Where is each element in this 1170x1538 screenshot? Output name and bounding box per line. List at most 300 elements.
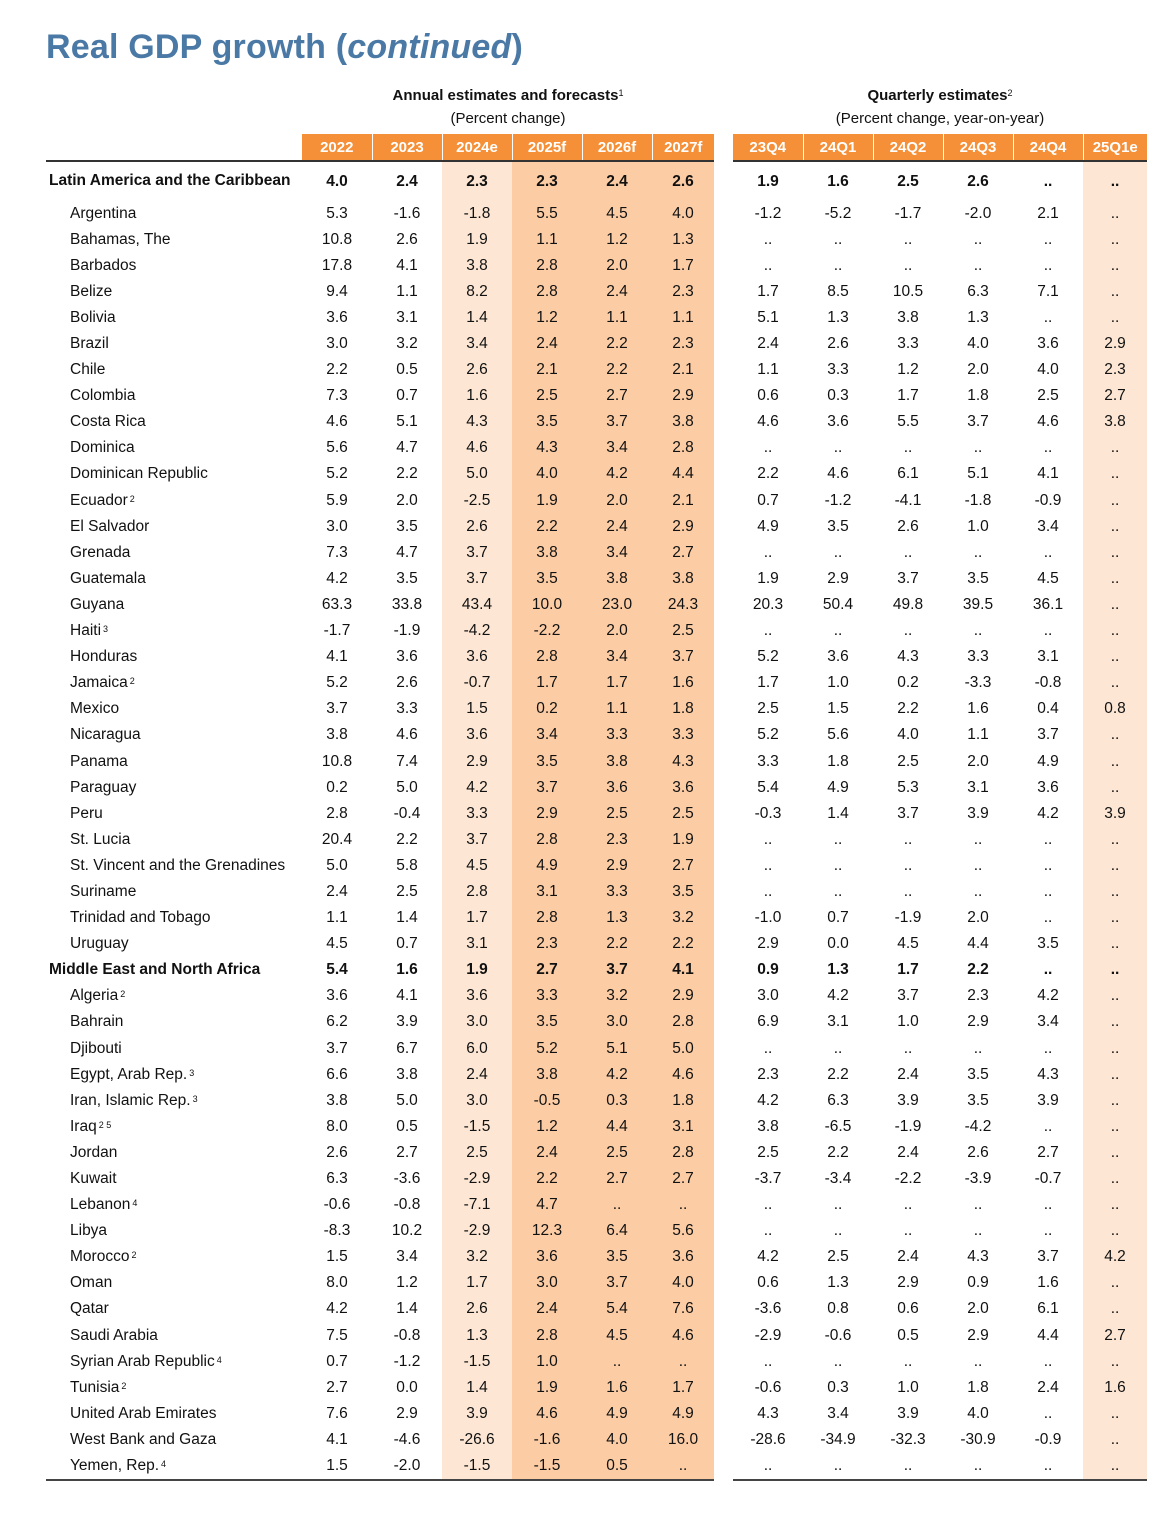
row-label-cell bbox=[46, 513, 302, 539]
quarterly-cell-24Q4: .. bbox=[1043, 961, 1053, 979]
quarterly-cell-24Q4: 2.7 bbox=[1037, 1143, 1059, 1161]
row-label: Djibouti bbox=[70, 1039, 122, 1057]
annual-cell-2026f: .. bbox=[582, 1348, 652, 1374]
annual-cell-2023: 1.2 bbox=[396, 1274, 418, 1292]
quarterly-cell-25Q1e: .. bbox=[1083, 1400, 1147, 1426]
annual-cell-2023: 5.0 bbox=[396, 1091, 418, 1109]
quarterly-cell-24Q2: 2.9 bbox=[897, 1274, 919, 1292]
column-gap bbox=[714, 1165, 733, 1191]
row-label-cell bbox=[46, 774, 302, 800]
col-header-25Q1e: 25Q1e bbox=[1083, 134, 1147, 161]
annual-cell-2026f: 3.4 bbox=[582, 539, 652, 565]
annual-cell-2024e: 1.6 bbox=[442, 383, 512, 409]
quarterly-cell-24Q2: 1.0 bbox=[897, 1013, 919, 1031]
row-label: Bahrain bbox=[70, 1013, 124, 1031]
annual-cell-2023: -4.6 bbox=[393, 1430, 421, 1448]
annual-cell-2025f: 1.1 bbox=[512, 226, 582, 252]
quarterly-cell-23Q4: .. bbox=[733, 1453, 803, 1480]
annual-cell-2023: 3.8 bbox=[396, 1065, 418, 1083]
annual-cell-2026f: 2.2 bbox=[582, 357, 652, 383]
annual-cell-2022: 2.6 bbox=[326, 1143, 348, 1161]
annual-cell-2024e: 2.4 bbox=[442, 1061, 512, 1087]
row-label: Grenada bbox=[70, 543, 131, 561]
annual-cell-2025f: 3.5 bbox=[512, 409, 582, 435]
quarterly-cell-24Q1: 4.9 bbox=[827, 778, 849, 796]
quarterly-footnote: 2 bbox=[1007, 88, 1013, 98]
annual-cell-2026f: 0.5 bbox=[582, 1453, 652, 1480]
annual-cell-2025f: 2.8 bbox=[512, 252, 582, 278]
column-gap bbox=[714, 252, 733, 278]
quarterly-cell-23Q4: .. bbox=[763, 256, 773, 274]
annual-cell-2024e: 3.9 bbox=[442, 1400, 512, 1426]
row-label-cell bbox=[46, 957, 302, 983]
table-row bbox=[46, 565, 1147, 591]
quarterly-cell-24Q4: 4.2 bbox=[1037, 987, 1059, 1005]
quarterly-cell-24Q1: 0.3 bbox=[827, 387, 849, 405]
annual-group-header bbox=[302, 84, 714, 130]
quarterly-cell-24Q4: 36.1 bbox=[1032, 595, 1064, 613]
annual-cell-2024e: -0.7 bbox=[442, 670, 512, 696]
row-footnote: 2 bbox=[120, 989, 126, 1000]
quarterly-cell-24Q2: 3.7 bbox=[897, 569, 919, 587]
column-gap bbox=[714, 357, 733, 383]
quarterly-cell-24Q4: 3.6 bbox=[1037, 335, 1059, 353]
quarterly-cell-24Q2: 2.4 bbox=[897, 1248, 919, 1266]
column-gap bbox=[714, 905, 733, 931]
row-label: Saudi Arabia bbox=[70, 1326, 158, 1344]
row-label-cell bbox=[46, 1244, 302, 1270]
quarterly-cell-23Q4: .. bbox=[763, 1039, 773, 1057]
quarterly-cell-24Q1: .. bbox=[803, 1453, 873, 1480]
quarterly-cell-24Q1: 2.2 bbox=[827, 1065, 849, 1083]
quarterly-cell-24Q1: -34.9 bbox=[820, 1430, 856, 1448]
quarterly-cell-23Q4: -0.6 bbox=[754, 1378, 782, 1396]
annual-cell-2024e: 2.3 bbox=[442, 161, 512, 200]
table-row bbox=[46, 304, 1147, 330]
column-gap bbox=[714, 618, 733, 644]
quarterly-cell-24Q3: .. bbox=[973, 1196, 983, 1214]
row-label-cell bbox=[46, 1061, 302, 1087]
column-gap bbox=[714, 1192, 733, 1218]
table-row bbox=[46, 383, 1147, 409]
annual-cell-2026f: 1.1 bbox=[582, 304, 652, 330]
annual-cell-2024e: 6.0 bbox=[442, 1035, 512, 1061]
annual-cell-2027f: 3.5 bbox=[652, 878, 714, 904]
quarterly-cell-24Q3: 2.0 bbox=[967, 1300, 989, 1318]
table-row bbox=[46, 1165, 1147, 1191]
annual-cell-2022: 3.0 bbox=[326, 335, 348, 353]
quarterly-cell-25Q1e: .. bbox=[1083, 278, 1147, 304]
quarterly-cell-24Q1: .. bbox=[833, 830, 843, 848]
table-row bbox=[46, 696, 1147, 722]
annual-cell-2027f: 16.0 bbox=[652, 1426, 714, 1452]
annual-cell-2022: 0.2 bbox=[326, 778, 348, 796]
quarterly-cell-24Q2: -2.2 bbox=[894, 1170, 922, 1188]
quarterly-cell-24Q3: .. bbox=[973, 1352, 983, 1370]
quarterly-cell-24Q4: .. bbox=[1043, 1117, 1053, 1135]
row-label: El Salvador bbox=[70, 517, 150, 535]
table-row bbox=[46, 252, 1147, 278]
quarterly-cell-24Q1: 3.1 bbox=[827, 1013, 849, 1031]
column-gap bbox=[714, 1426, 733, 1452]
quarterly-cell-24Q3: -3.3 bbox=[964, 674, 992, 692]
table-row bbox=[46, 644, 1147, 670]
row-label-cell bbox=[46, 800, 302, 826]
annual-cell-2026f: 3.0 bbox=[582, 1009, 652, 1035]
annual-cell-2023: 4.1 bbox=[396, 987, 418, 1005]
quarterly-cell-24Q1: 1.3 bbox=[827, 961, 849, 979]
row-label-cell bbox=[46, 1453, 302, 1480]
quarterly-cell-24Q1: 4.2 bbox=[827, 987, 849, 1005]
quarterly-cell-23Q4: .. bbox=[763, 830, 773, 848]
annual-cell-2025f: 3.7 bbox=[512, 774, 582, 800]
quarterly-cell-24Q2: .. bbox=[903, 230, 913, 248]
annual-cell-2024e: 3.7 bbox=[442, 539, 512, 565]
quarterly-cell-24Q2: 3.9 bbox=[897, 1404, 919, 1422]
annual-cell-2023: 3.2 bbox=[396, 335, 418, 353]
annual-cell-2023: 6.7 bbox=[396, 1039, 418, 1057]
annual-cell-2022: 10.8 bbox=[321, 752, 353, 770]
quarterly-cell-24Q2: .. bbox=[903, 256, 913, 274]
quarterly-cell-24Q1: 2.6 bbox=[827, 335, 849, 353]
annual-cell-2023: 2.2 bbox=[396, 830, 418, 848]
quarterly-cell-24Q1: 1.8 bbox=[827, 752, 849, 770]
quarterly-cell-24Q4: -0.9 bbox=[1034, 1430, 1062, 1448]
annual-cell-2026f: 0.3 bbox=[582, 1087, 652, 1113]
quarterly-cell-24Q1: 0.7 bbox=[827, 909, 849, 927]
annual-cell-2023: 2.9 bbox=[396, 1404, 418, 1422]
column-gap bbox=[714, 461, 733, 487]
quarterly-cell-24Q2: .. bbox=[903, 622, 913, 640]
quarterly-cell-24Q2: 3.9 bbox=[897, 1091, 919, 1109]
quarterly-cell-25Q1e: .. bbox=[1083, 826, 1147, 852]
quarterly-cell-24Q2: .. bbox=[903, 882, 913, 900]
annual-cell-2025f: 3.1 bbox=[512, 878, 582, 904]
annual-cell-2025f: 2.1 bbox=[512, 357, 582, 383]
annual-cell-2027f: 4.6 bbox=[652, 1322, 714, 1348]
annual-cell-2022: 0.7 bbox=[326, 1352, 348, 1370]
annual-cell-2025f: 2.8 bbox=[512, 826, 582, 852]
row-label-cell bbox=[46, 696, 302, 722]
annual-cell-2025f: 1.2 bbox=[512, 1113, 582, 1139]
quarterly-cell-24Q3: 3.3 bbox=[967, 648, 989, 666]
annual-cell-2024e: 43.4 bbox=[442, 591, 512, 617]
annual-cell-2023: 1.4 bbox=[396, 1300, 418, 1318]
annual-cell-2026f: 1.3 bbox=[582, 905, 652, 931]
table-row bbox=[46, 748, 1147, 774]
column-gap bbox=[714, 304, 733, 330]
quarterly-cell-25Q1e: .. bbox=[1083, 539, 1147, 565]
quarterly-cell-24Q4: 4.6 bbox=[1037, 413, 1059, 431]
annual-cell-2025f: -1.6 bbox=[512, 1426, 582, 1452]
quarterly-cell-24Q2: 10.5 bbox=[892, 282, 924, 300]
quarterly-cell-23Q4: 2.5 bbox=[757, 700, 779, 718]
annual-cell-2025f: 2.2 bbox=[512, 513, 582, 539]
quarterly-cell-24Q1: .. bbox=[833, 856, 843, 874]
row-label-cell bbox=[46, 852, 302, 878]
row-label: Yemen, Rep. bbox=[70, 1457, 160, 1475]
column-gap bbox=[714, 539, 733, 565]
col-header-2022: 2022 bbox=[302, 134, 372, 161]
quarterly-cell-23Q4: .. bbox=[763, 230, 773, 248]
annual-cell-2026f: 2.0 bbox=[582, 252, 652, 278]
quarterly-cell-24Q2: .. bbox=[903, 1352, 913, 1370]
annual-cell-2026f: 5.4 bbox=[582, 1296, 652, 1322]
quarterly-cell-24Q3: 2.3 bbox=[967, 987, 989, 1005]
annual-cell-2027f: 1.8 bbox=[652, 696, 714, 722]
row-label-cell bbox=[46, 1322, 302, 1348]
quarterly-cell-25Q1e: .. bbox=[1083, 435, 1147, 461]
quarterly-cell-24Q2: 6.1 bbox=[897, 465, 919, 483]
annual-cell-2022: 6.2 bbox=[326, 1013, 348, 1031]
annual-cell-2027f: 1.6 bbox=[652, 670, 714, 696]
annual-cell-2025f: 2.8 bbox=[512, 905, 582, 931]
quarterly-cell-23Q4: 5.2 bbox=[757, 726, 779, 744]
annual-cell-2024e: 2.5 bbox=[442, 1139, 512, 1165]
annual-cell-2025f: 5.5 bbox=[512, 200, 582, 226]
annual-cell-2027f: 4.1 bbox=[652, 957, 714, 983]
quarterly-cell-24Q2: 2.4 bbox=[897, 1065, 919, 1083]
annual-cell-2025f: 12.3 bbox=[512, 1218, 582, 1244]
annual-cell-2025f: 3.8 bbox=[512, 1061, 582, 1087]
annual-cell-2027f: 2.8 bbox=[652, 1139, 714, 1165]
annual-cell-2024e: 1.9 bbox=[442, 957, 512, 983]
row-label: Panama bbox=[70, 752, 128, 770]
annual-cell-2027f: 3.3 bbox=[652, 722, 714, 748]
quarterly-cell-24Q1: 3.6 bbox=[827, 413, 849, 431]
annual-cell-2023: 2.4 bbox=[372, 161, 442, 200]
quarterly-cell-24Q4: .. bbox=[1043, 622, 1053, 640]
column-gap bbox=[714, 800, 733, 826]
annual-cell-2024e: 3.7 bbox=[442, 826, 512, 852]
quarterly-cell-24Q2: 2.6 bbox=[897, 517, 919, 535]
annual-cell-2022: 4.2 bbox=[326, 1300, 348, 1318]
quarterly-cell-24Q4: 2.5 bbox=[1037, 387, 1059, 405]
region-row bbox=[46, 957, 1147, 983]
annual-cell-2025f: 1.7 bbox=[512, 670, 582, 696]
annual-cell-2025f: 1.9 bbox=[512, 1374, 582, 1400]
annual-cell-2025f: 2.3 bbox=[512, 161, 582, 200]
annual-cell-2025f: 2.3 bbox=[512, 931, 582, 957]
annual-cell-2023: -0.8 bbox=[393, 1196, 421, 1214]
annual-cell-2026f: 2.4 bbox=[582, 161, 652, 200]
quarterly-cell-24Q4: .. bbox=[1043, 830, 1053, 848]
quarterly-cell-24Q4: 3.9 bbox=[1037, 1091, 1059, 1109]
quarterly-group-subtitle: (Percent change, year-on-year) bbox=[835, 110, 1045, 127]
annual-cell-2022: 5.3 bbox=[326, 204, 348, 222]
row-label-cell bbox=[46, 1400, 302, 1426]
quarterly-cell-24Q4: -0.9 bbox=[1034, 491, 1062, 509]
quarterly-cell-24Q3: 0.9 bbox=[967, 1274, 989, 1292]
quarterly-cell-24Q1: .. bbox=[833, 230, 843, 248]
quarterly-cell-23Q4: 2.3 bbox=[757, 1065, 779, 1083]
annual-cell-2022: 9.4 bbox=[326, 282, 348, 300]
annual-cell-2027f: 4.9 bbox=[652, 1400, 714, 1426]
annual-cell-2027f: 3.6 bbox=[652, 1244, 714, 1270]
col-header-24Q1: 24Q1 bbox=[803, 134, 873, 161]
annual-cell-2024e: 5.0 bbox=[442, 461, 512, 487]
annual-cell-2024e: 3.4 bbox=[442, 330, 512, 356]
annual-cell-2024e: 3.6 bbox=[442, 644, 512, 670]
annual-cell-2027f: 2.9 bbox=[652, 513, 714, 539]
quarterly-cell-24Q3: -4.2 bbox=[964, 1117, 992, 1135]
annual-cell-2024e: 1.4 bbox=[442, 304, 512, 330]
annual-cell-2026f: 23.0 bbox=[582, 591, 652, 617]
row-footnote: 4 bbox=[132, 1198, 138, 1209]
annual-cell-2022: 20.4 bbox=[321, 830, 353, 848]
annual-cell-2027f: 4.6 bbox=[652, 1061, 714, 1087]
quarterly-cell-23Q4: 1.7 bbox=[757, 282, 779, 300]
table-row bbox=[46, 1270, 1147, 1296]
quarterly-cell-23Q4: 2.4 bbox=[757, 335, 779, 353]
annual-cell-2026f: 2.2 bbox=[582, 931, 652, 957]
annual-cell-2027f: 2.7 bbox=[652, 852, 714, 878]
table-row bbox=[46, 461, 1147, 487]
column-gap bbox=[714, 1296, 733, 1322]
table-row bbox=[46, 983, 1147, 1009]
annual-cell-2025f: 2.4 bbox=[512, 330, 582, 356]
quarterly-cell-24Q4: 2.1 bbox=[1037, 204, 1059, 222]
quarterly-group-title: Quarterly estimates bbox=[867, 87, 1008, 104]
quarterly-cell-24Q2: .. bbox=[903, 830, 913, 848]
table-row bbox=[46, 852, 1147, 878]
quarterly-cell-24Q1: 1.5 bbox=[827, 700, 849, 718]
quarterly-cell-23Q4: .. bbox=[763, 882, 773, 900]
quarterly-cell-24Q4: 4.0 bbox=[1037, 361, 1059, 379]
annual-cell-2027f: 4.3 bbox=[652, 748, 714, 774]
table-row bbox=[46, 1374, 1147, 1400]
annual-cell-2025f: 4.9 bbox=[512, 852, 582, 878]
quarterly-cell-25Q1e: 2.7 bbox=[1083, 383, 1147, 409]
quarterly-cell-23Q4: -2.9 bbox=[754, 1326, 782, 1344]
annual-cell-2022: 4.1 bbox=[326, 648, 348, 666]
annual-cell-2022: 4.2 bbox=[326, 569, 348, 587]
column-gap bbox=[714, 565, 733, 591]
annual-cell-2023: 4.7 bbox=[396, 439, 418, 457]
annual-cell-2026f: 2.4 bbox=[582, 278, 652, 304]
annual-cell-2026f: 2.4 bbox=[582, 513, 652, 539]
quarterly-cell-24Q2: .. bbox=[873, 1453, 943, 1480]
quarterly-cell-25Q1e: .. bbox=[1083, 161, 1147, 200]
row-label: Libya bbox=[70, 1222, 108, 1240]
row-label-cell bbox=[46, 539, 302, 565]
quarterly-cell-24Q3: 4.3 bbox=[967, 1248, 989, 1266]
quarterly-cell-24Q1: 2.5 bbox=[827, 1248, 849, 1266]
annual-footnote: 1 bbox=[618, 88, 624, 98]
quarterly-cell-24Q1: 1.0 bbox=[827, 674, 849, 692]
annual-cell-2026f: 2.2 bbox=[582, 330, 652, 356]
table-row bbox=[46, 722, 1147, 748]
annual-cell-2026f: 3.5 bbox=[582, 1244, 652, 1270]
quarterly-cell-24Q1: -6.5 bbox=[824, 1117, 852, 1135]
quarterly-cell-24Q2: 1.7 bbox=[897, 387, 919, 405]
quarterly-cell-24Q4: -0.7 bbox=[1034, 1170, 1062, 1188]
quarterly-cell-24Q2: 2.5 bbox=[873, 161, 943, 200]
annual-cell-2022: 6.6 bbox=[326, 1065, 348, 1083]
column-gap bbox=[714, 487, 733, 513]
quarterly-cell-24Q1: 3.4 bbox=[827, 1404, 849, 1422]
row-label: Argentina bbox=[70, 204, 137, 222]
row-label-cell bbox=[46, 1165, 302, 1191]
annual-cell-2026f: .. bbox=[582, 1192, 652, 1218]
quarterly-cell-23Q4: 4.9 bbox=[757, 517, 779, 535]
table-row bbox=[46, 1348, 1147, 1374]
quarterly-cell-24Q1: -1.2 bbox=[824, 491, 852, 509]
annual-cell-2022: 3.0 bbox=[326, 517, 348, 535]
column-gap bbox=[714, 1087, 733, 1113]
quarterly-cell-24Q4: 3.1 bbox=[1037, 648, 1059, 666]
quarterly-cell-25Q1e: .. bbox=[1083, 1453, 1147, 1480]
annual-cell-2027f: 24.3 bbox=[652, 591, 714, 617]
row-label-cell bbox=[46, 461, 302, 487]
quarterly-cell-24Q3: 2.2 bbox=[967, 961, 989, 979]
table-row bbox=[46, 1009, 1147, 1035]
row-label: Algeria bbox=[70, 987, 119, 1005]
row-label: Kuwait bbox=[70, 1170, 117, 1188]
quarterly-cell-24Q1: .. bbox=[833, 439, 843, 457]
annual-cell-2022: 1.1 bbox=[326, 909, 348, 927]
annual-group-title: Annual estimates and forecasts bbox=[392, 87, 619, 104]
table-row bbox=[46, 1400, 1147, 1426]
table-row bbox=[46, 931, 1147, 957]
annual-cell-2023: 3.1 bbox=[396, 308, 418, 326]
quarterly-cell-24Q4: .. bbox=[1043, 230, 1053, 248]
quarterly-cell-24Q2: 2.4 bbox=[897, 1143, 919, 1161]
col-header-2027f: 2027f bbox=[652, 134, 714, 161]
annual-cell-2027f: 2.2 bbox=[652, 931, 714, 957]
annual-cell-2022: 8.0 bbox=[326, 1117, 348, 1135]
annual-cell-2024e: -26.6 bbox=[442, 1426, 512, 1452]
annual-cell-2026f: 4.9 bbox=[582, 1400, 652, 1426]
quarterly-cell-23Q4: 0.9 bbox=[757, 961, 779, 979]
quarterly-cell-24Q3: .. bbox=[973, 230, 983, 248]
row-label: Bahamas, The bbox=[70, 230, 171, 248]
row-label: Nicaragua bbox=[70, 726, 141, 744]
quarterly-cell-25Q1e: .. bbox=[1083, 252, 1147, 278]
annual-cell-2027f: 1.1 bbox=[652, 304, 714, 330]
annual-cell-2024e: 3.2 bbox=[442, 1244, 512, 1270]
table-row bbox=[46, 1426, 1147, 1452]
quarterly-cell-24Q3: 1.6 bbox=[967, 700, 989, 718]
quarterly-cell-23Q4: 4.3 bbox=[757, 1404, 779, 1422]
quarterly-cell-23Q4: 2.9 bbox=[757, 935, 779, 953]
quarterly-cell-25Q1e: .. bbox=[1083, 1192, 1147, 1218]
annual-cell-2023: 0.0 bbox=[396, 1378, 418, 1396]
quarterly-cell-23Q4: 0.6 bbox=[757, 387, 779, 405]
header-blank bbox=[46, 134, 302, 161]
annual-cell-2023: -0.4 bbox=[393, 804, 421, 822]
annual-cell-2026f: 3.2 bbox=[582, 983, 652, 1009]
quarterly-cell-23Q4: 20.3 bbox=[752, 595, 784, 613]
quarterly-cell-24Q4: 4.5 bbox=[1037, 569, 1059, 587]
annual-cell-2025f: 3.3 bbox=[512, 983, 582, 1009]
quarterly-cell-24Q4: 3.6 bbox=[1037, 778, 1059, 796]
quarterly-cell-24Q4: .. bbox=[1043, 909, 1053, 927]
quarterly-cell-24Q3: 4.0 bbox=[967, 335, 989, 353]
row-label-cell bbox=[46, 826, 302, 852]
quarterly-cell-24Q3: .. bbox=[973, 856, 983, 874]
annual-cell-2022: 5.2 bbox=[326, 674, 348, 692]
quarterly-cell-24Q3: .. bbox=[973, 543, 983, 561]
annual-cell-2022: -8.3 bbox=[323, 1222, 351, 1240]
quarterly-cell-24Q4: 3.7 bbox=[1037, 726, 1059, 744]
quarterly-cell-23Q4: 3.0 bbox=[757, 987, 779, 1005]
quarterly-cell-24Q2: 0.2 bbox=[897, 674, 919, 692]
column-gap bbox=[714, 644, 733, 670]
annual-cell-2022: 7.3 bbox=[326, 543, 348, 561]
row-label-cell bbox=[46, 161, 302, 200]
quarterly-cell-25Q1e: .. bbox=[1083, 1270, 1147, 1296]
